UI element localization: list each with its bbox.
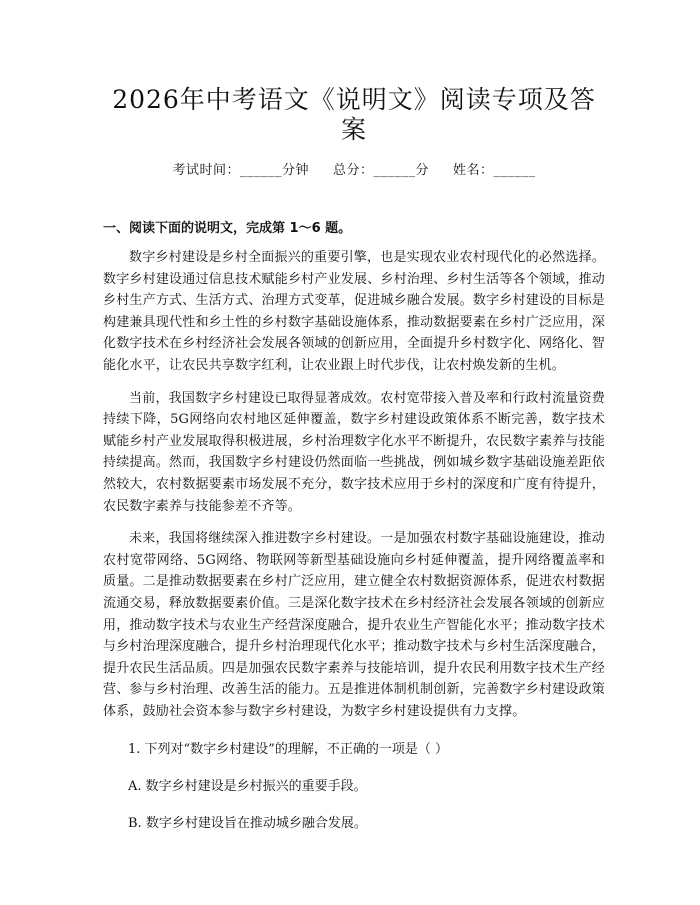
section-heading: 一、阅读下面的说明文，完成第 1～6 题。 <box>103 221 352 236</box>
question-1-option-b: B. 数字乡村建设旨在推动城乡融合发展。 <box>128 816 367 832</box>
exam-info-line <box>103 161 605 181</box>
student-name-field: 姓名：______ <box>453 163 536 178</box>
passage-paragraph-3: 未来，我国将继续深入推进数字乡村建设。一是加强农村数字基础设施建设，推动农村宽带网络、5G网络、物联网等新型基础设施向乡村延伸覆盖，提升网络覆盖率和质量。二是推动数据要素在乡村广泛应用，建立健全农村数据资源体系，促进农村数据流通交易，释放数据要素价值。三是深化数字技术在乡村经济社会发展各领域的创新应用，推动数字技术与农业生产经营深度融合，提升农业生产智能化水平；推动数字技术与乡村治理深度融合，提升乡村治理现代化水平；推动数字技术与乡村生活深度融合，提升农民生活品质。四是加强农民数字素养与技能培训，提升农民利用数字技术生产经营、参与乡村治理、改善生活的能力。五是推进体制机制创新，完善数字乡村建设政策体系，鼓励社会资本参与数字乡村建设，为数字乡村建设提供有力支撑。 <box>103 531 605 719</box>
exam-time-field: 考试时间：______分钟 <box>172 163 309 178</box>
passage-paragraph-1: 数字乡村建设是乡村全面振兴的重要引擎，也是实现农业农村现代化的必然选择。数字乡村建设通过信息技术赋能乡村产业发展、乡村治理、乡村生活等各个领域，推动乡村生产方式、生活方式、治理方式变革，促进城乡融合发展。数字乡村建设的目标是构建兼具现代性和乡土性的乡村数字基础设施体系，推动数据要素在乡村广泛应用，深化数字技术在乡村经济社会发展各领域的创新应用，全面提升乡村数字化、网络化、智能化水平，让农民共享数字红利，让农业跟上时代步伐，让农村焕发新的生机。 <box>103 250 605 373</box>
question-1: 1. 下列对“数字乡村建设”的理解，不正确的一项是（ ） <box>128 742 448 758</box>
page-title: 2026年中考语文《说明文》阅读专项及答案 <box>112 85 596 144</box>
question-1-option-a: A. 数字乡村建设是乡村振兴的重要手段。 <box>128 779 367 795</box>
total-score-field: 总分：______分 <box>332 163 429 178</box>
passage-paragraph-2: 当前，我国数字乡村建设已取得显著成效。农村宽带接入普及率和行政村流量资费持续下降，5G网络向农村地区延伸覆盖，数字乡村建设政策体系不断完善，数字技术赋能乡村产业发展取得积极进展，乡村治理数字化水平不断提升，农民数字素养与技能持续提高。然而，我国数字乡村建设仍然面临一些挑战，例如城乡数字基础设施差距依然较大，农村数据要素市场发展不充分，数字技术应用于乡村的深度和广度有待提升，农民数字素养与技能参差不齐等。 <box>103 390 605 514</box>
